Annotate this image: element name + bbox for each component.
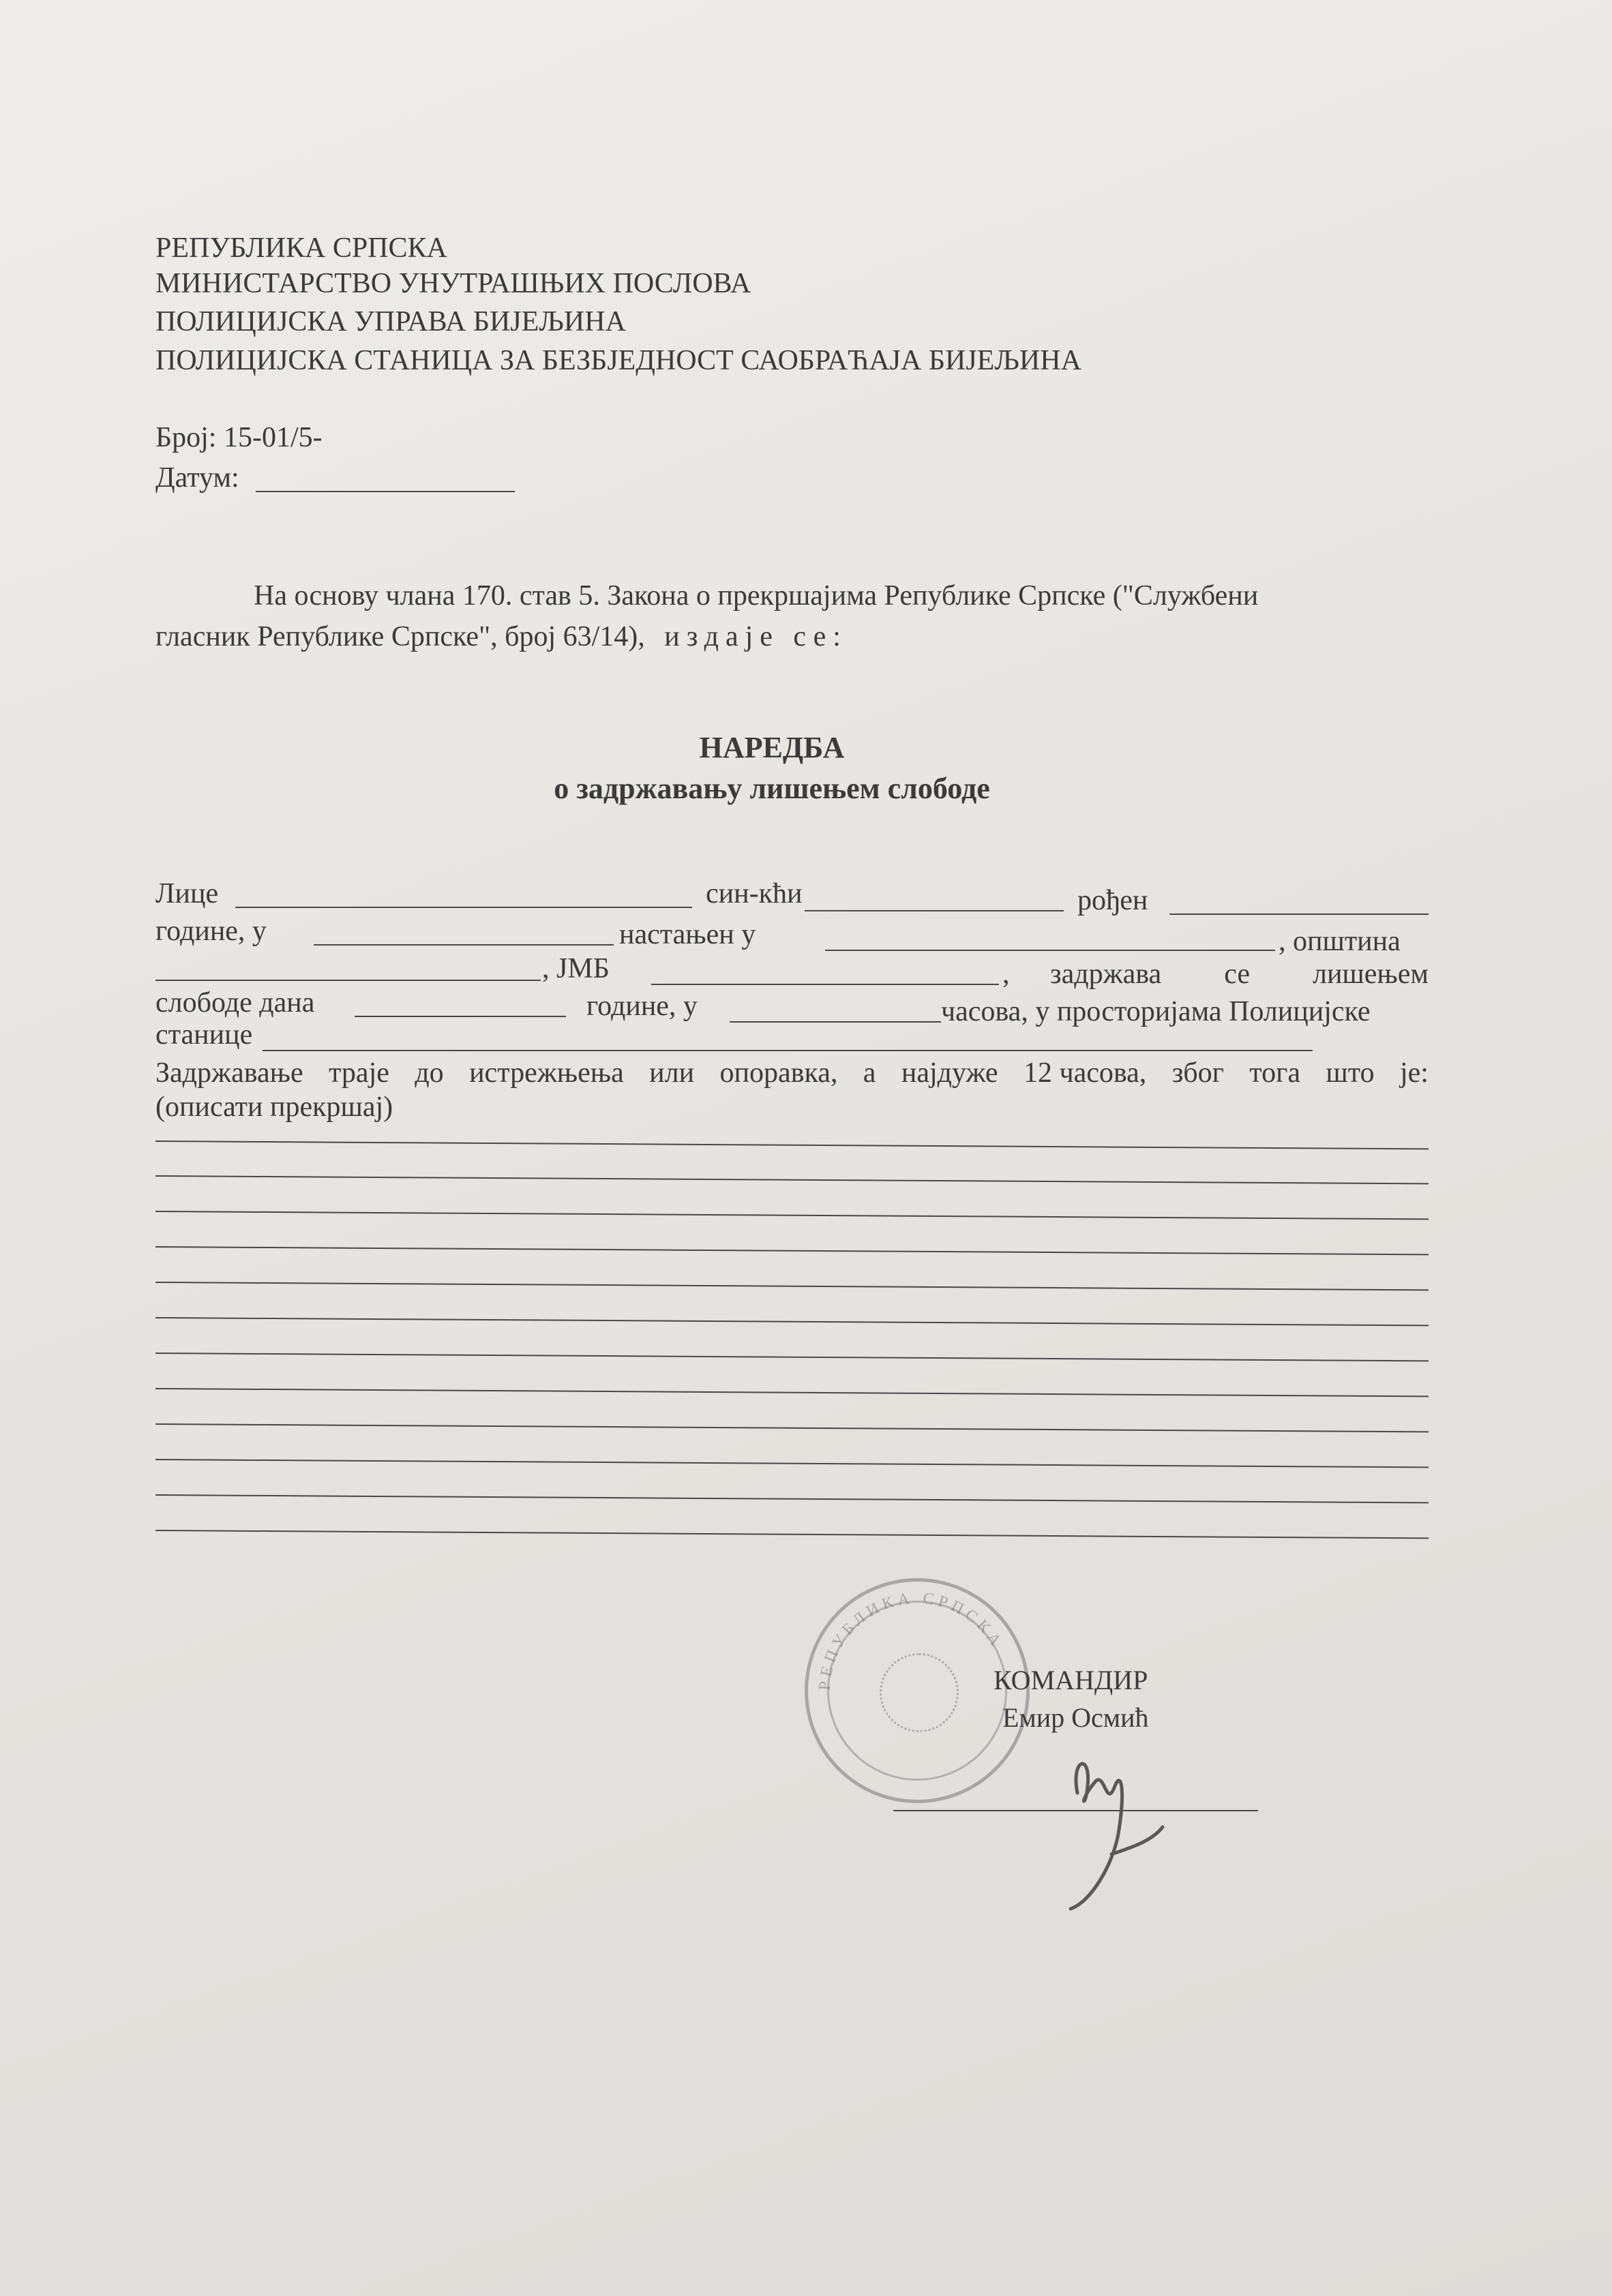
preamble-line2-text: гласник Републике Српске", број 63/14),	[155, 621, 645, 652]
offense-line[interactable]	[155, 1246, 1429, 1255]
field-birth-date[interactable]	[1169, 913, 1429, 915]
duration-word-7: а	[863, 1057, 876, 1089]
duration-word-9: 12 часова,	[1023, 1057, 1147, 1089]
field-detention-time[interactable]	[730, 1021, 941, 1023]
label-year-in: године, у	[155, 916, 267, 947]
label-station: станице	[155, 1019, 253, 1051]
preamble-issue-text: издаје се:	[664, 621, 848, 652]
signature-role: КОМАНДИР	[994, 1665, 1148, 1695]
label-municipality: , општина	[1279, 926, 1401, 957]
field-parent-name[interactable]	[805, 910, 1064, 911]
duration-word-4: истрежњења	[469, 1057, 624, 1089]
offense-line[interactable]	[155, 1459, 1429, 1468]
field-birth-place[interactable]	[314, 944, 614, 946]
label-hours-premises: часова, у просторијама Полицијске	[941, 996, 1371, 1027]
duration-word-12: што	[1326, 1057, 1375, 1089]
detained-text	[1050, 960, 1429, 988]
duration-word-8: најдуже	[901, 1057, 998, 1089]
label-year-at: године, у	[586, 991, 698, 1022]
offense-line[interactable]	[155, 1211, 1429, 1220]
date-field-line	[256, 491, 515, 492]
header-ministry: МИНИСТАРСТВО УНУТРАШЊИХ ПОСЛОВА	[155, 268, 751, 299]
offense-line[interactable]	[155, 1530, 1429, 1539]
detained-word-2: се	[1224, 958, 1250, 990]
stamp-text: РЕПУБЛИКА СРПСКА	[816, 1589, 1006, 1691]
field-station-name[interactable]	[263, 1050, 1313, 1051]
label-born: рођен	[1077, 885, 1148, 916]
label-jmb-text: ЈМБ	[556, 953, 610, 984]
label-describe-offense: (описати прекршај)	[155, 1091, 393, 1123]
field-residence[interactable]	[825, 950, 1275, 951]
label-resident: настањен у	[619, 919, 756, 950]
duration-word-1: Задржавање	[155, 1057, 303, 1089]
duration-word-3: до	[415, 1057, 444, 1089]
detained-word-3: лишењем	[1312, 958, 1429, 990]
comma-after-jmb: ,	[1002, 958, 1010, 990]
order-subtitle: о задржавању лишењем слободе	[554, 772, 990, 805]
offense-line[interactable]	[155, 1317, 1429, 1326]
preamble-line1: На основу члана 170. став 5. Закона о прекршајима Републике Српске ("Службени	[254, 580, 1259, 611]
duration-sentence	[155, 1059, 1429, 1087]
header-police-administration: ПОЛИЦИЈСКА УПРАВА БИЈЕЉИНА	[155, 306, 626, 337]
offense-line[interactable]	[155, 1388, 1429, 1397]
offense-line[interactable]	[155, 1282, 1429, 1290]
field-municipality[interactable]	[155, 980, 541, 981]
detained-word-1: задржава	[1050, 958, 1162, 990]
label-municipality-text: општина	[1293, 926, 1401, 957]
signature-name: Емир Осмић	[1002, 1702, 1149, 1733]
document-number: Број: 15-01/5-	[155, 422, 323, 453]
order-title: НАРЕДБА	[699, 731, 845, 764]
field-jmb[interactable]	[651, 984, 999, 985]
label-child-of: син-кћи	[706, 878, 803, 909]
offense-line[interactable]	[155, 1353, 1429, 1361]
field-person-name[interactable]	[235, 907, 692, 908]
header-police-station: ПОЛИЦИЈСКА СТАНИЦА ЗА БЕЗБЈЕДНОСТ САОБРАЋАЈА БИЈЕЉИНА	[155, 345, 1081, 376]
svg-text:РЕПУБЛИКА СРПСКА	[816, 1590, 1006, 1691]
duration-word-11: тога	[1249, 1057, 1300, 1089]
duration-word-2: траје	[329, 1057, 389, 1089]
label-freedom-day: слободе дана	[155, 987, 315, 1018]
duration-word-5: или	[649, 1057, 695, 1089]
offense-line[interactable]	[155, 1423, 1429, 1432]
handwritten-signature	[1064, 1745, 1173, 1916]
preamble-line2	[155, 622, 848, 651]
offense-line[interactable]	[155, 1175, 1429, 1184]
duration-word-6: опоравка,	[719, 1057, 838, 1089]
duration-word-13: је:	[1399, 1057, 1429, 1089]
label-person: Лице	[155, 878, 219, 909]
label-jmb: , ЈМБ	[542, 953, 610, 984]
duration-word-10: због	[1171, 1057, 1224, 1089]
date-label: Датум:	[155, 462, 239, 494]
header-republic: РЕПУБЛИКА СРПСКА	[155, 232, 447, 264]
field-detention-date[interactable]	[355, 1016, 566, 1017]
offense-line[interactable]	[155, 1141, 1429, 1149]
offense-line[interactable]	[155, 1494, 1429, 1503]
